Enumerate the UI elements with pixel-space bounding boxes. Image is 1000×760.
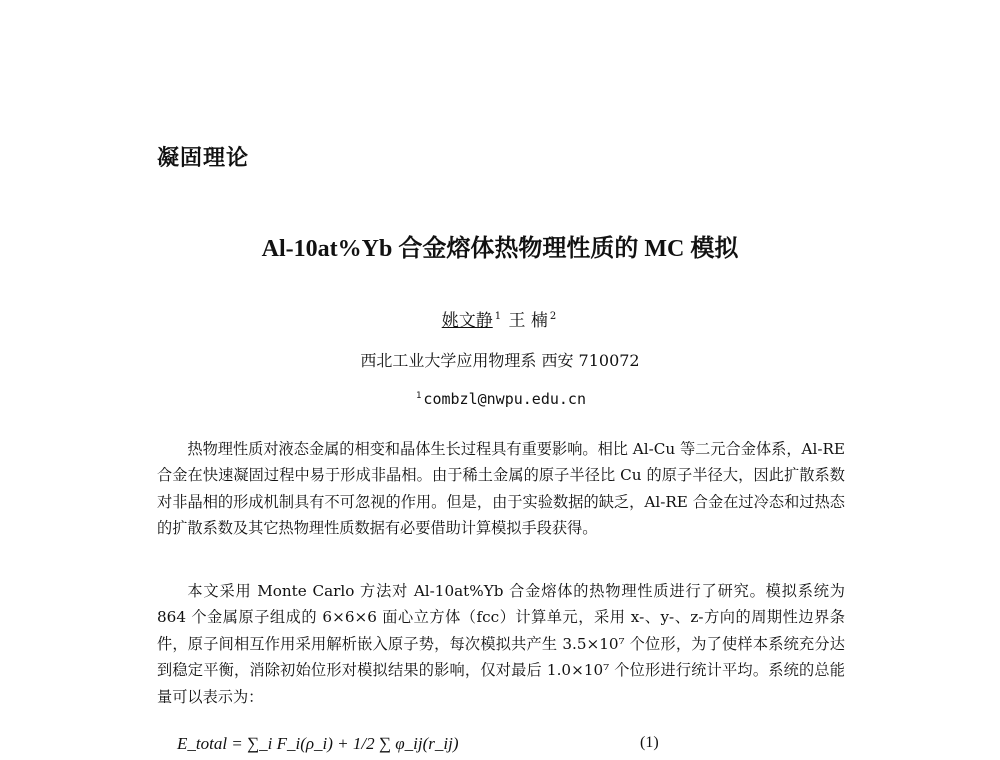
email-address: combzl@nwpu.edu.cn bbox=[423, 390, 586, 408]
email-marker: 1 bbox=[416, 391, 422, 401]
paper-title: Al-10at%Yb 合金熔体热物理性质的 MC 模拟 bbox=[261, 236, 739, 262]
section-label: 凝固理论 bbox=[157, 145, 250, 171]
equation: E_total = ∑_i F_i(ρ_i) + 1/2 ∑ φ_ij(r_ij) bbox=[177, 734, 459, 753]
author-affiliation-marker: 1 bbox=[494, 311, 502, 323]
author-line bbox=[0, 306, 1000, 331]
email-line bbox=[0, 390, 1000, 408]
equation-number: (1) bbox=[640, 734, 659, 751]
body-paragraph: 热物理性质对液态金属的相变和晶体生长过程具有重要影响。相比 Al-Cu 等二元合金体系，Al-RE 合金在快速凝固过程中易于形成非晶相。由于稀土金属的原子半径比 Cu 的原子半径大，因此扩散系数对非晶相的形成机制具有不可忽视的作用。但是，由于实验数据的缺乏，Al-RE 合金在过冷态和过热态的扩散系数及其它热物理性质数据有必要借助计算模拟手段获得。 bbox=[157, 440, 845, 538]
author-name: 王 楠 bbox=[508, 311, 548, 331]
affiliation: 西北工业大学应用物理系 西安 710072 bbox=[360, 351, 640, 370]
author-affiliation-marker: 2 bbox=[549, 311, 557, 323]
body-paragraph: 本文采用 Monte Carlo 方法对 Al-10at%Yb 合金熔体的热物理性质进行了研究。模拟系统为 864 个金属原子组成的 6×6×6 面心立方体（fcc）计算单元，采用 x-、y-、z-方向的周期性边界条件，原子间相互作用采用解析嵌入原子势，每次模拟共产生 3.5×10⁷ 个位形，为了使样本系统充分达到稳定平衡，消除初始位形对模拟结果的影响，仅对最后 1.0×10⁷ 个位形进行统计平均。系统的总能量可以表示为： bbox=[157, 582, 845, 706]
author-name: 姚文静 bbox=[441, 311, 493, 331]
